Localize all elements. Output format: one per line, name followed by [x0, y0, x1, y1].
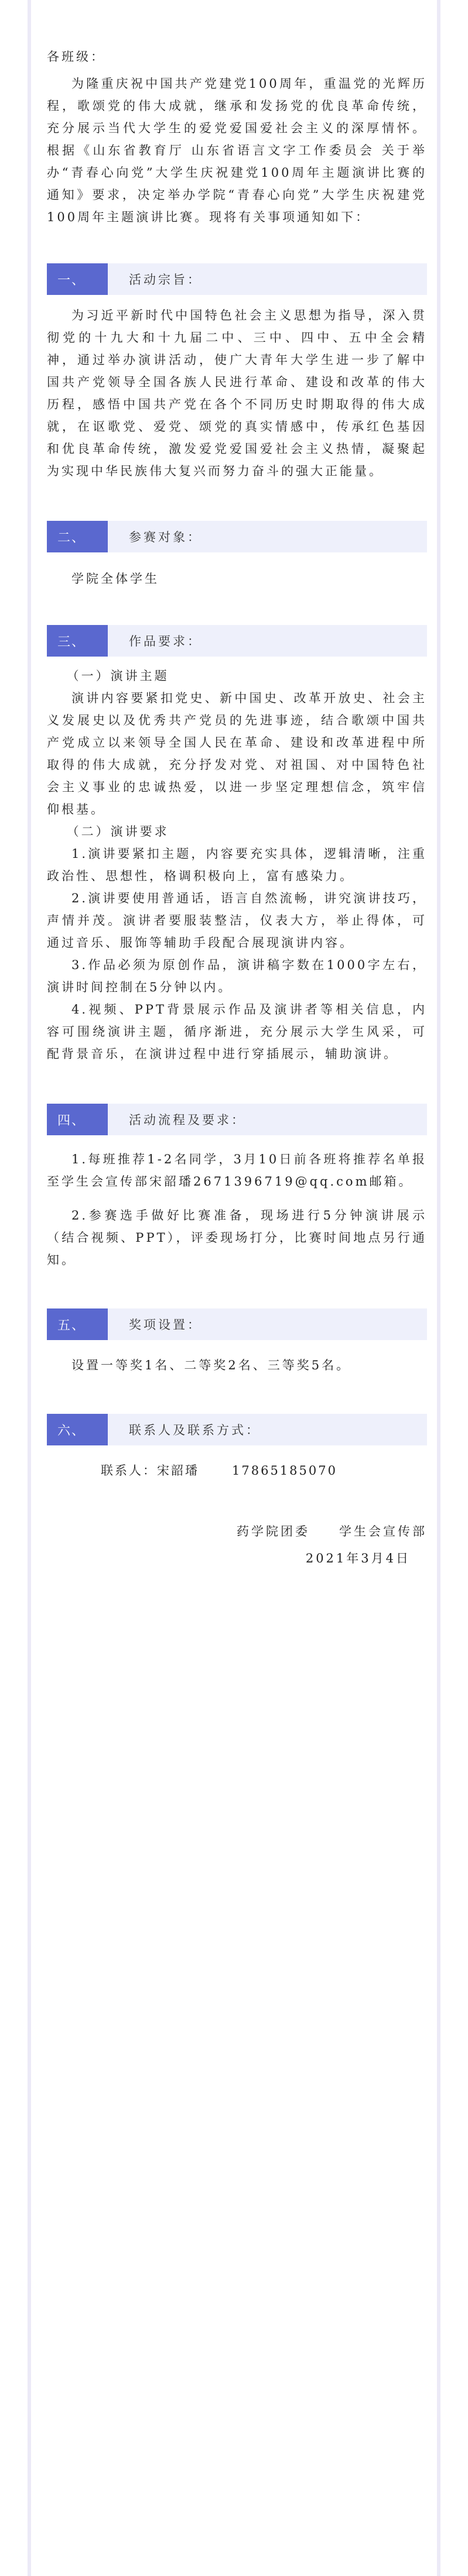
section-header-works [47, 625, 427, 657]
section-title: 奖项设置： [108, 1308, 427, 1340]
section-title: 作品要求： [108, 625, 427, 657]
section-header-awards [47, 1308, 427, 1340]
process-step: 1.每班推荐1-2名同学，3月10日前各班将推荐名单报至学生会宣传部宋韶璠2671396719@qq.com邮箱。 [47, 1152, 427, 1189]
salutation: 各班级： [47, 50, 105, 64]
section-header-purpose [47, 263, 427, 295]
section-number: 三、 [47, 625, 108, 657]
section-header-process [47, 1104, 427, 1135]
intro-paragraph: 为隆重庆祝中国共产党建党100周年，重温党的光辉历程，歌颂党的伟大成就，继承和发扬党的优良革命传统，充分展示当代大学生的爱党爱国爱社会主义的深厚情怀。根据《山东省教育厅 山东省语言文字工作委员会 关于举办“青春心向党”大学生庆祝建党100周年主题演讲比赛的通知》要求，决定举办学院“青春心向党”大学生庆祝建党100周年主题演讲比赛。现将有关事项通知如下： [47, 77, 427, 224]
section-title: 联系人及联系方式： [108, 1414, 427, 1445]
section-number: 四、 [47, 1104, 108, 1135]
awards-text: 设置一等奖1名、二等奖2名、三等奖5名。 [71, 1358, 351, 1372]
contact-person: 联系人：宋韶璠 [101, 1464, 199, 1478]
participants-text: 学院全体学生 [71, 572, 159, 586]
section-number: 六、 [47, 1414, 108, 1445]
contact-line [47, 1459, 427, 1482]
signature-org: 药学院团委 学生会宣传部 [237, 1524, 427, 1538]
requirement-item: 4.视频、PPT背景展示作品及演讲者等相关信息，内容可围绕演讲主题，循序渐进，充分展示大学生风采，可配背景音乐，在演讲过程中进行穿插展示，辅助演讲。 [47, 1002, 427, 1061]
requirement-item: 3.作品必须为原创作品，演讲稿字数在1000字左右，演讲时间控制在5分钟以内。 [47, 958, 427, 994]
contact-phone: 17865185070 [232, 1464, 337, 1478]
signature-date: 2021年3月4日 [305, 1551, 411, 1565]
section-header-participants [47, 521, 427, 552]
works-subheading-requirements: （二）演讲要求 [66, 825, 169, 839]
section-number: 一、 [47, 263, 108, 295]
section-number: 二、 [47, 521, 108, 552]
section-title: 参赛对象： [108, 521, 427, 552]
works-theme-paragraph: 演讲内容要紧扣党史、新中国史、改革开放史、社会主义发展史以及优秀共产党员的先进事迹，结合歌颂中国共产党成立以来领导全国人民在革命、建设和改革进程中所取得的伟大成就，充分抒发对党、对祖国、对中国特色社会主义事业的忠诚热爱，以进一步坚定理想信念，筑牢信仰根基。 [47, 691, 427, 816]
section-title: 活动流程及要求： [108, 1104, 427, 1135]
purpose-paragraph: 为习近平新时代中国特色社会主义思想为指导，深入贯彻党的十九大和十九届二中、三中、四中、五中全会精神，通过举办演讲活动，使广大青年大学生进一步了解中国共产党领导全国各族人民进行革命、建设和改革的伟大历程，感悟中国共产党在各个不同历史时期取得的伟大成就，在讴歌党、爱党、颂党的真实情感中，传承红色基因和优良革命传统，激发爱党爱国爱社会主义热情，凝聚起为实现中华民族伟大复兴而努力奋斗的强大正能量。 [47, 308, 427, 478]
section-header-contact [47, 1414, 427, 1445]
works-subheading-theme: （一）演讲主题 [66, 669, 169, 683]
section-title: 活动宗旨： [108, 263, 427, 295]
requirement-item: 2.演讲要使用普通话，语言自然流畅，讲究演讲技巧，声情并茂。演讲者要服装整洁，仪表大方，举止得体，可通过音乐、服饰等辅助手段配合展现演讲内容。 [47, 891, 427, 950]
section-number: 五、 [47, 1308, 108, 1340]
process-step: 2.参赛选手做好比赛准备，现场进行5分钟演讲展示（结合视频、PPT），评委现场打分，比赛时间地点另行通知。 [47, 1208, 427, 1267]
requirement-item: 1.演讲要紧扣主题，内容要充实具体，逻辑清晰，注重政治性、思想性，格调积极向上，富有感染力。 [47, 847, 427, 883]
